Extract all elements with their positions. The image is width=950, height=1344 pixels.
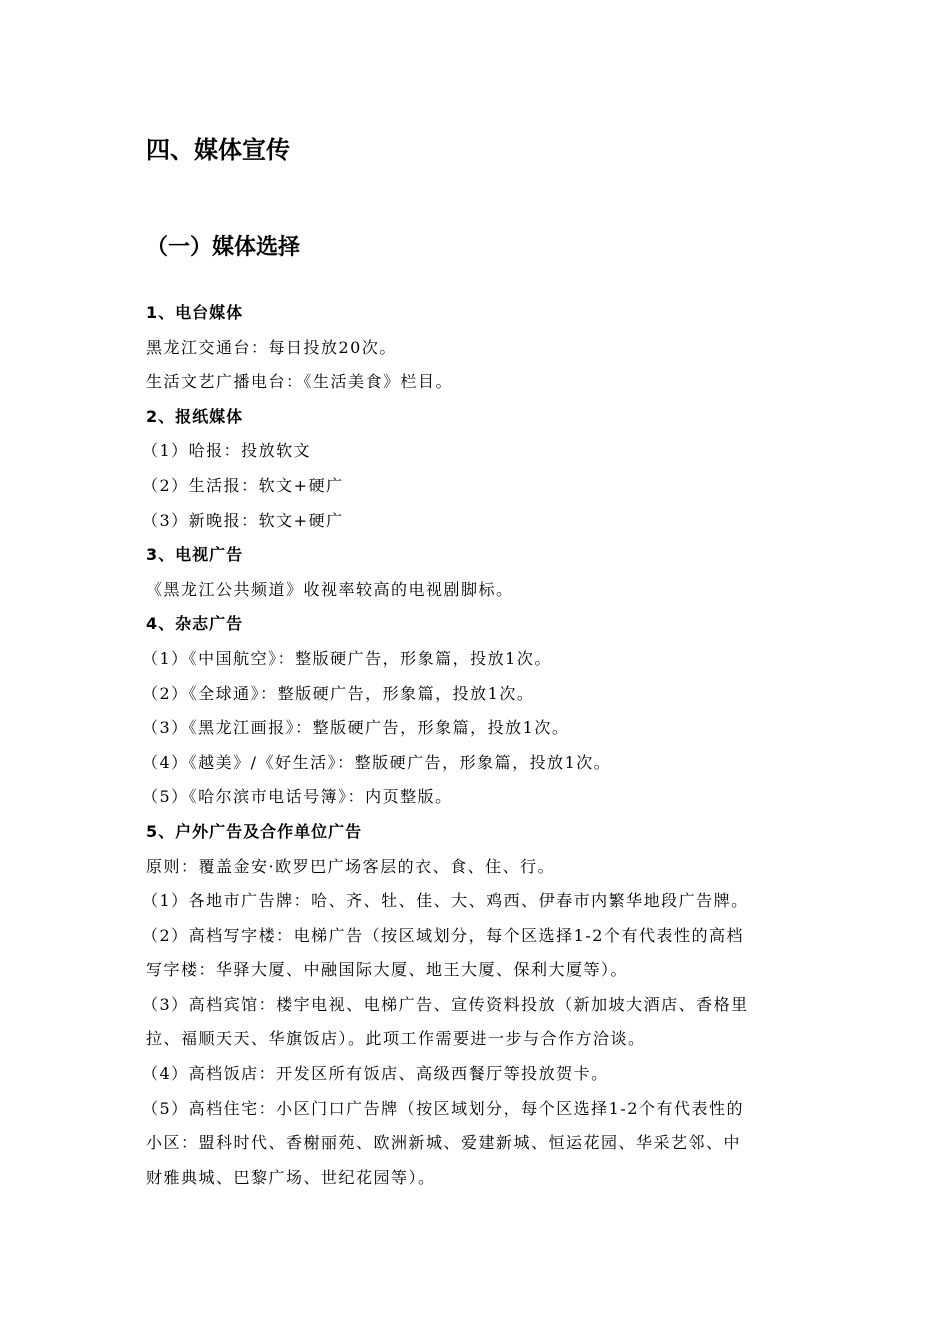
subsection-title: （一）媒体选择 xyxy=(146,235,301,260)
paragraph-line: 拉、福顺天天、华旗饭店）。此项工作需要进一步与合作方洽谈。 xyxy=(146,1029,646,1049)
list-item: （3）新晚报：软文+硬广 xyxy=(142,510,344,530)
paragraph-line: 生活文艺广播电台：《生活美食》栏目。 xyxy=(146,372,454,392)
list-heading: 5、户外广告及合作单位广告 xyxy=(146,821,363,841)
paragraph-line: 财雅典城、巴黎广场、世纪花园等）。 xyxy=(146,1167,436,1187)
list-item: （2）《全球通》：整版硬广告，形象篇，投放1次。 xyxy=(142,683,535,703)
list-item: （1）《中国航空》：整版硬广告，形象篇，投放1次。 xyxy=(142,648,552,668)
list-item: （4）高档饭店：开发区所有饭店、高级西餐厅等投放贺卡。 xyxy=(142,1064,609,1084)
list-item: （4）《越美》/《好生活》：整版硬广告，形象篇，投放1次。 xyxy=(142,752,612,772)
list-heading: 1、电台媒体 xyxy=(146,303,244,322)
list-item: （3）高档宾馆：楼宇电视、电梯广告、宣传资料投放（新加坡大酒店、香格里 xyxy=(142,994,749,1014)
paragraph-line: 写字楼：华驿大厦、中融国际大厦、地王大厦、保利大厦等）。 xyxy=(146,960,629,980)
list-heading: 4、杂志广告 xyxy=(146,614,244,634)
paragraph-line: 原则：覆盖金安·欧罗巴广场客层的衣、食、住、行。 xyxy=(146,856,556,876)
paragraph-line: 小区：盟科时代、香榭丽苑、欧洲新城、爱建新城、恒运花园、华采艺邻、中 xyxy=(146,1133,742,1153)
list-item: （1）各地市广告牌：哈、齐、牡、佳、大、鸡西、伊春市内繁华地段广告牌。 xyxy=(142,891,749,911)
list-item: （5）高档住宅：小区门口广告牌（按区域划分，每个区选择1-2个有代表性的 xyxy=(142,1098,744,1118)
paragraph-line: 黑龙江交通台：每日投放20次。 xyxy=(146,337,397,357)
list-item: （2）生活报：软文+硬广 xyxy=(142,475,344,495)
list-item: （5）《哈尔滨市电话号簿》：内页整版。 xyxy=(142,787,453,807)
list-item: （2）高档写字楼：电梯广告（按区域划分，每个区选择1-2个有代表性的高档 xyxy=(142,925,744,945)
document-body xyxy=(142,296,816,1195)
list-item: （1）哈报：投放软文 xyxy=(142,441,312,461)
section-title: 四、媒体宣传 xyxy=(146,136,290,164)
list-item: （3）《黑龙江画报》：整版硬广告，形象篇，投放1次。 xyxy=(142,718,570,738)
paragraph-line: 《黑龙江公共频道》收视率较高的电视剧脚标。 xyxy=(146,579,514,599)
list-heading: 2、报纸媒体 xyxy=(146,406,244,426)
list-heading: 3、电视广告 xyxy=(146,545,244,565)
